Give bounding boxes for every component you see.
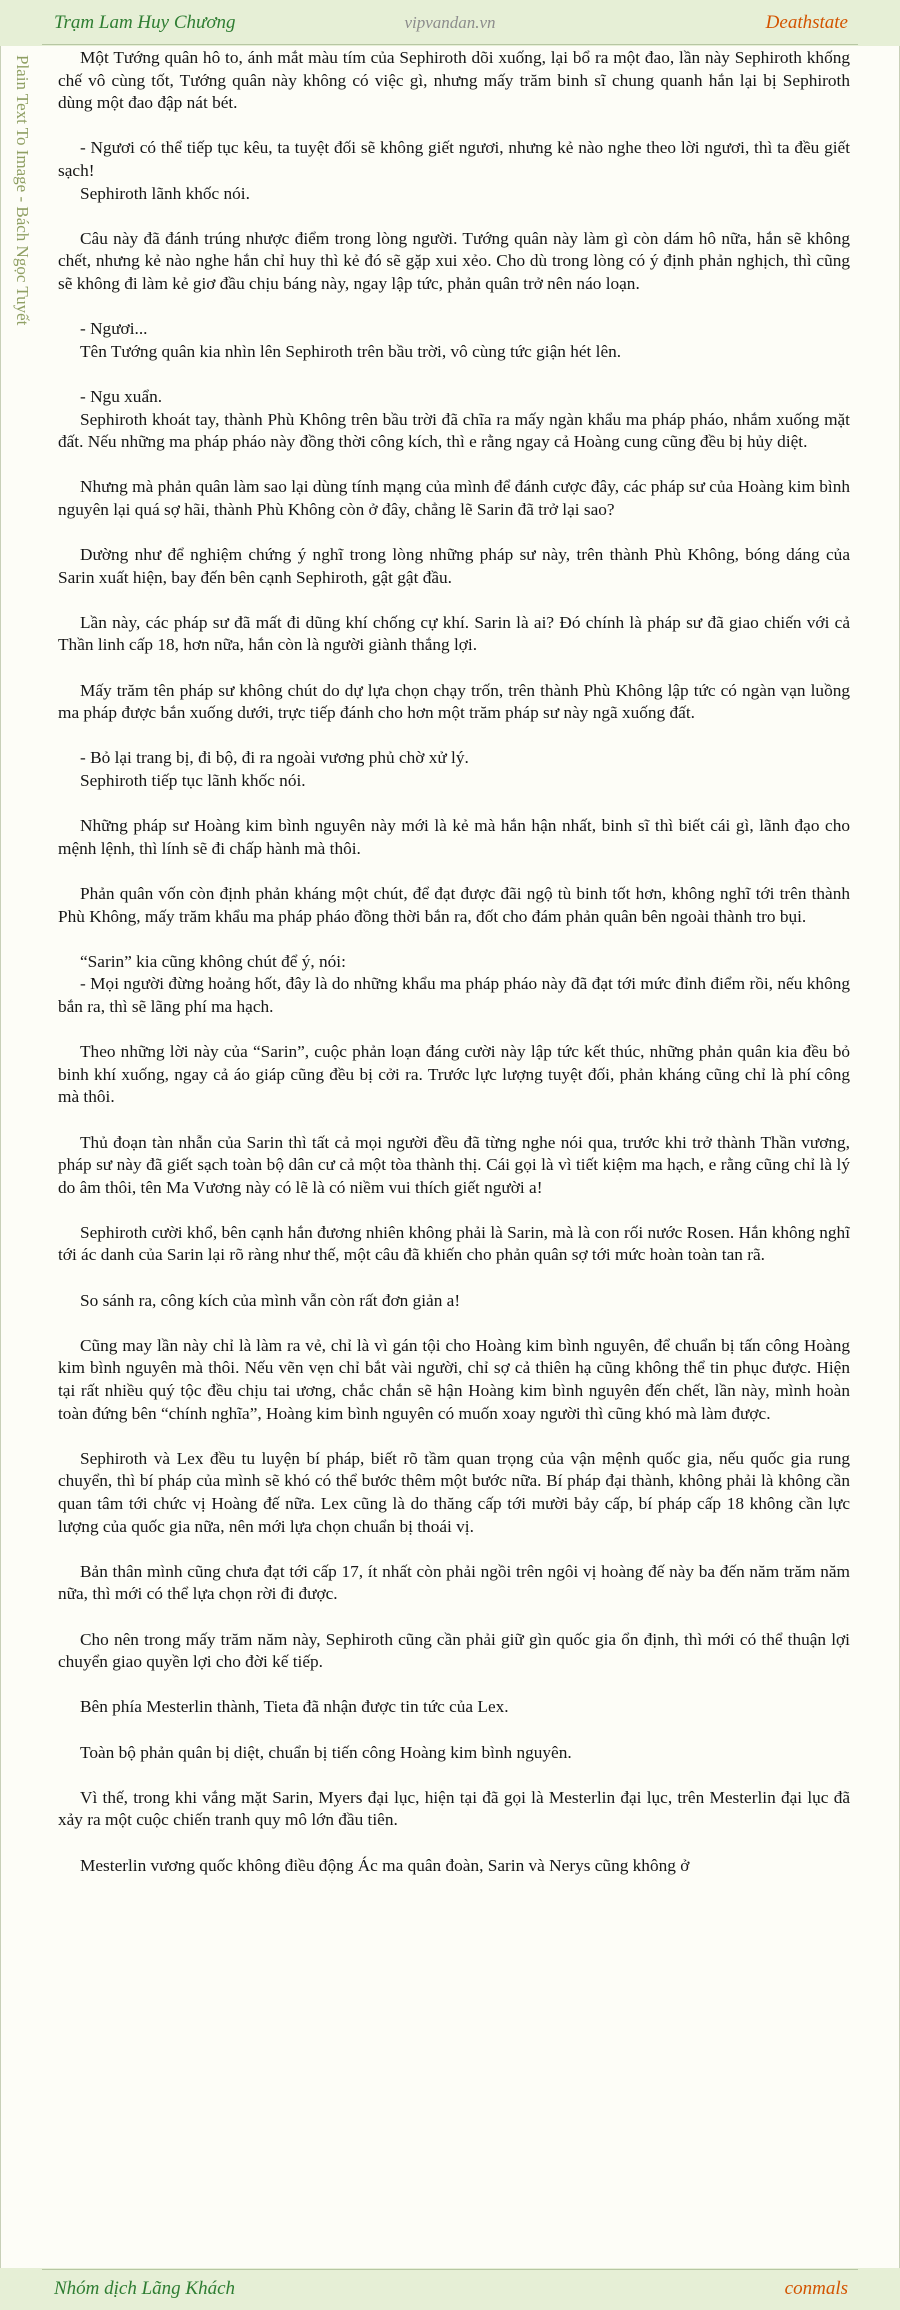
paragraph: Sephiroth và Lex đều tu luyện bí pháp, biết rõ tầm quan trọng của vận mệnh quốc gia, nếu quốc gia rung chuyển, thì bí pháp của mình sẽ khó có thể bước thêm một bước nữa. Bí pháp đại thành, không phải là không cần quan tâm tới chức vị Hoàng đế nữa. Lex cũng là do thăng cấp tới mười bảy cấp, bí pháp cấp 18 không cần lực lượng của quốc gia nữa, nên mới lựa chọn chuẩn bị thoái vị.: [58, 1448, 850, 1536]
sidebar-watermark: [10, 55, 40, 395]
paragraph: Những pháp sư Hoàng kim bình nguyên này mới là kẻ mà hắn hận nhất, binh sĩ thì biết cái gì, lãnh đạo cho mệnh lệnh, thì lính sẽ đi chấp hành mà thôi.: [58, 816, 850, 858]
paragraph: - Ngu xuẩn.: [80, 386, 163, 406]
paragraph: Sephiroth khoát tay, thành Phù Không trên bầu trời đã chĩa ra mấy ngàn khẩu ma pháp pháo, nhắm xuống mặt đất. Nếu những ma pháp pháo này đồng thời công kích, thì e rằng ngay cả Hoàng cung cũng đều bị hủy diệt.: [58, 409, 850, 452]
paragraph: Sephiroth tiếp tục lãnh khốc nói.: [80, 771, 306, 790]
paragraph: Dường như để nghiệm chứng ý nghĩ trong lòng những pháp sư này, trên thành Phù Không, bóng dáng của Sarin xuất hiện, bay đến bên cạnh Sephiroth, gật gật đầu.: [58, 545, 850, 587]
sidebar-watermark-text: Plain Text To Image - Bách Ngọc Tuyết: [13, 55, 32, 326]
header-divider: [42, 44, 858, 45]
paragraph: “Sarin” kia cũng không chút để ý, nói:: [80, 951, 346, 971]
header-book-title: Deathstate: [765, 12, 848, 33]
paragraph: So sánh ra, công kích của mình vẫn còn rất đơn giản a!: [80, 1290, 461, 1310]
paragraph: Tên Tướng quân kia nhìn lên Sephiroth trên bầu trời, vô cùng tức giận hét lên.: [80, 341, 622, 361]
paragraph: - Ngươi...: [80, 319, 148, 339]
chapter-body: [58, 47, 850, 2272]
paragraph: Bản thân mình cũng chưa đạt tới cấp 17, ít nhất còn phải ngồi trên ngôi vị hoàng đế này ba đến năm trăm năm nữa, thì mới có thể lựa chọn rời đi được.: [58, 1561, 850, 1604]
paragraph: Câu này đã đánh trúng nhược điểm trong lòng người. Tướng quân này làm gì còn dám hô nữa, hắn sẽ không chết, nhưng kẻ nào nghe hắn chỉ huy thì kẻ đó sẽ gặp xui xẻo. Cho dù trong lòng có ý định phản nghịch, thì cũng sẽ không đi làm kẻ giơ đầu chịu báng này, ngay lập tức, phản quân trở nên náo loạn.: [58, 228, 850, 293]
paragraph: Toàn bộ phản quân bị diệt, chuẩn bị tiến công Hoàng kim bình nguyên.: [80, 1742, 572, 1762]
paragraph: Một Tướng quân hô to, ánh mắt màu tím của Sephiroth dõi xuống, lại bổ ra một đao, lần này Sephiroth khống chế vô cùng tốt, Tướng quân này không có việc gì, nhưng mấy trăm binh sĩ chung quanh hắn lại bị Sephiroth dùng một đao đập nát bét.: [58, 48, 850, 113]
header-site: vipvandan.vn: [404, 13, 496, 32]
paragraph: Cũng may lần này chỉ là làm ra vẻ, chỉ là vì gán tội cho Hoàng kim bình nguyên, để chuẩn bị tấn công Hoàng kim bình nguyên mà thôi. Nếu vẽn vẹn chỉ bắt vài người, chỉ sợ cả thiên hạ cũng không thể tin phục được. Hiện tại rất nhiều quý tộc đều chịu tai ương, chắc chắn sẽ hận Hoàng kim bình nguyên đến chết, lần này, mình hoàn toàn đứng bên “chính nghĩa”, Hoàng kim bình nguyên có muốn xoay người thì cũng khó mà làm được.: [58, 1335, 850, 1423]
footer-editor: conmals: [784, 2278, 848, 2299]
paragraph: Mấy trăm tên pháp sư không chút do dự lựa chọn chạy trốn, trên thành Phù Không lập tức có ngàn vạn luồng ma pháp được bắn xuống dưới, trực tiếp đánh cho hơn một trăm pháp sư này ngã xuống đất.: [58, 680, 850, 723]
paragraph: Mesterlin vương quốc không điều động Ác ma quân đoàn, Sarin và Nerys cũng không ở: [80, 1855, 690, 1875]
paragraph: Vì thế, trong khi vắng mặt Sarin, Myers đại lục, hiện tại đã gọi là Mesterlin đại lục, trên Mesterlin đại lục đã xảy ra một cuộc chiến tranh quy mô lớn đầu tiên.: [58, 1787, 850, 1830]
paragraph: Cho nên trong mấy trăm năm này, Sephiroth cũng cần phải giữ gìn quốc gia ổn định, thì mới có thể thuận lợi chuyển giao quyền lợi cho đời kế tiếp.: [58, 1629, 850, 1672]
footer-translator: Nhóm dịch Lãng Khách: [54, 2278, 236, 2299]
paragraph: Bên phía Mesterlin thành, Tieta đã nhận được tin tức của Lex.: [80, 1697, 509, 1717]
paragraph: Thủ đoạn tàn nhẫn của Sarin thì tất cả mọi người đều đã từng nghe nói qua, trước khi trở thành Thần vương, pháp sư này đã giết sạch toàn bộ dân cư cả một tòa thành thị. Cái gọi là vì tiết kiệm ma hạch, e rằng cũng chỉ là lý do âm thôi, tên Ma Vương này có lẽ là có niềm vui thích giết người a!: [58, 1132, 850, 1197]
paragraph: Phản quân vốn còn định phản kháng một chút, để đạt được đãi ngộ tù binh tốt hơn, không nghĩ tới trên thành Phù Không, mấy trăm khẩu ma pháp pháo đồng thời bắn ra, đốt cho đám phản quân bên ngoài thành tro bụi.: [58, 883, 850, 926]
paragraph: - Mọi người đừng hoảng hốt, đây là do những khẩu ma pháp pháo này đã đạt tới mức đỉnh điểm rồi, nếu không bắn ra, thì sẽ lãng phí ma hạch.: [58, 974, 850, 1016]
paragraph: - Ngươi có thể tiếp tục kêu, ta tuyệt đối sẽ không giết ngươi, nhưng kẻ nào nghe theo lời ngươi, thì ta đều giết sạch!: [58, 138, 850, 180]
paragraph: Theo những lời này của “Sarin”, cuộc phản loạn đáng cười này lập tức kết thúc, những phản quân kia đều bỏ binh khí xuống, ngay cả áo giáp cũng đều bị cởi ra. Trước lực lượng tuyệt đối, phản kháng cũng chỉ là phí công mà thôi.: [58, 1042, 850, 1107]
paragraph: - Bỏ lại trang bị, đi bộ, đi ra ngoài vương phủ chờ xử lý.: [80, 748, 469, 768]
paragraph: Sephiroth lãnh khốc nói.: [80, 183, 250, 203]
paragraph: Sephiroth cười khổ, bên cạnh hắn đương nhiên không phải là Sarin, mà là con rối nước Rosen. Hắn không nghĩ tới ác danh của Sarin lại rõ ràng như thế, một câu đã khiến cho phản quân sợ tới mức hoàn toàn tan rã.: [58, 1222, 850, 1265]
footer-divider: [42, 2269, 858, 2270]
header-author: Trạm Lam Huy Chương: [54, 12, 236, 33]
paragraph: Nhưng mà phản quân làm sao lại dùng tính mạng của mình để đánh cược đây, các pháp sư của Hoàng kim bình nguyên lại quá sợ hãi, thành Phù Không còn ở đây, chẳng lẽ Sarin đã trở lại sao?: [58, 477, 850, 519]
paragraph: Lần này, các pháp sư đã mất đi dũng khí chống cự khí. Sarin là ai? Đó chính là pháp sư đã giao chiến với cả Thần linh cấp 18, hơn nữa, hắn còn là người giành thắng lợi.: [58, 612, 850, 655]
